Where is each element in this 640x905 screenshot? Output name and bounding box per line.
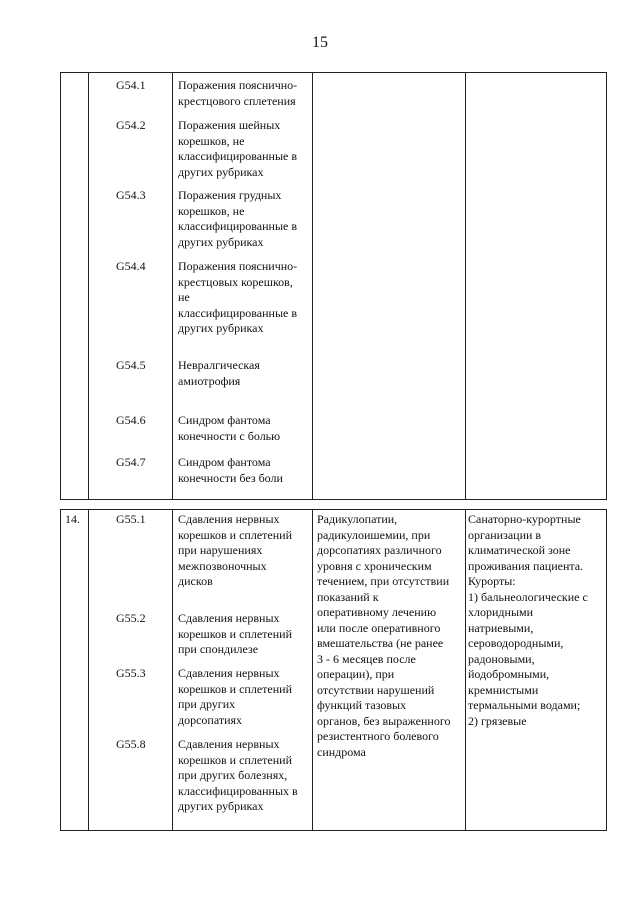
indications-cell: Радикулопатии, радикулоишемии, при дорсопатиях различного уровня с хроническим течением, при отсутствии показаний к оперативному лечению или после оперативного вмешательства (не ранее 3 - 6 месяцев после операции), при отсутствии нарушений функций тазовых органов, без выраженного резистентного болевого синдрома xyxy=(317,512,451,759)
code-cell: G54.5 xyxy=(116,358,146,372)
table2-col-border-0 xyxy=(60,509,61,831)
diagnosis-cell: Синдром фантома конечности без боли xyxy=(178,455,283,485)
table1-col-border-1 xyxy=(88,72,89,500)
code-cell: G54.1 xyxy=(116,78,146,92)
code-cell: G55.2 xyxy=(116,611,146,625)
code-cell: G55.3 xyxy=(116,666,146,680)
diagnosis-cell: Синдром фантома конечности с болью xyxy=(178,413,281,443)
diagnosis-cell: Сдавления нервных корешков и сплетений при других болезнях, классифицированных в других рубриках xyxy=(178,737,298,813)
diagnosis-cell: Поражения шейных корешков, не классифицированные в других рубриках xyxy=(178,118,297,179)
diagnosis-cell: Поражения грудных корешков, не классифицированные в других рубриках xyxy=(178,188,297,249)
diagnosis-cell: Поражения пояснично- крестцового сплетения xyxy=(178,78,298,108)
table2-top-border xyxy=(60,509,606,510)
table2-col-border-2 xyxy=(172,509,173,831)
table1-col-border-3 xyxy=(312,72,313,500)
resorts-cell: Санаторно-курортные организации в климатической зоне проживания пациента. Курорты: 1) бальнеологические с хлоридными натриевыми, сероводородными, радоновыми, йодобромными, кремнистыми термальными водами; 2) грязевые xyxy=(468,512,588,728)
table1-col-border-4 xyxy=(465,72,466,500)
code-cell: G54.6 xyxy=(116,413,146,427)
code-cell: G55.8 xyxy=(116,737,146,751)
table1-col-border-0 xyxy=(60,72,61,500)
diagnosis-cell: Сдавления нервных корешков и сплетений при спондилезе xyxy=(178,611,292,656)
code-cell: G54.4 xyxy=(116,259,146,273)
code-cell: G54.7 xyxy=(116,455,146,469)
code-cell: G55.1 xyxy=(116,512,146,526)
diagnosis-cell: Сдавления нервных корешков и сплетений при нарушениях межпозвоночных дисков xyxy=(178,512,292,588)
page-number: 15 xyxy=(312,34,328,51)
diagnosis-cell: Невралгическая амиотрофия xyxy=(178,358,260,388)
table2-col-border-4 xyxy=(465,509,466,831)
diagnosis-cell: Поражения пояснично- крестцовых корешков, не классифицированные в других рубриках xyxy=(178,259,298,335)
code-cell: G54.3 xyxy=(116,188,146,202)
table1-col-border-5 xyxy=(606,72,607,500)
diagnosis-cell: Сдавления нервных корешков и сплетений при других дорсопатиях xyxy=(178,666,292,727)
table2-col-border-1 xyxy=(88,509,89,831)
table2-col-border-5 xyxy=(606,509,607,831)
table2-bottom-border xyxy=(60,830,606,831)
table1-col-border-2 xyxy=(172,72,173,500)
table1-bottom-border xyxy=(60,499,606,500)
row-number: 14. xyxy=(65,512,80,526)
code-cell: G54.2 xyxy=(116,118,146,132)
table2-col-border-3 xyxy=(312,509,313,831)
table1-top-border xyxy=(60,72,606,73)
